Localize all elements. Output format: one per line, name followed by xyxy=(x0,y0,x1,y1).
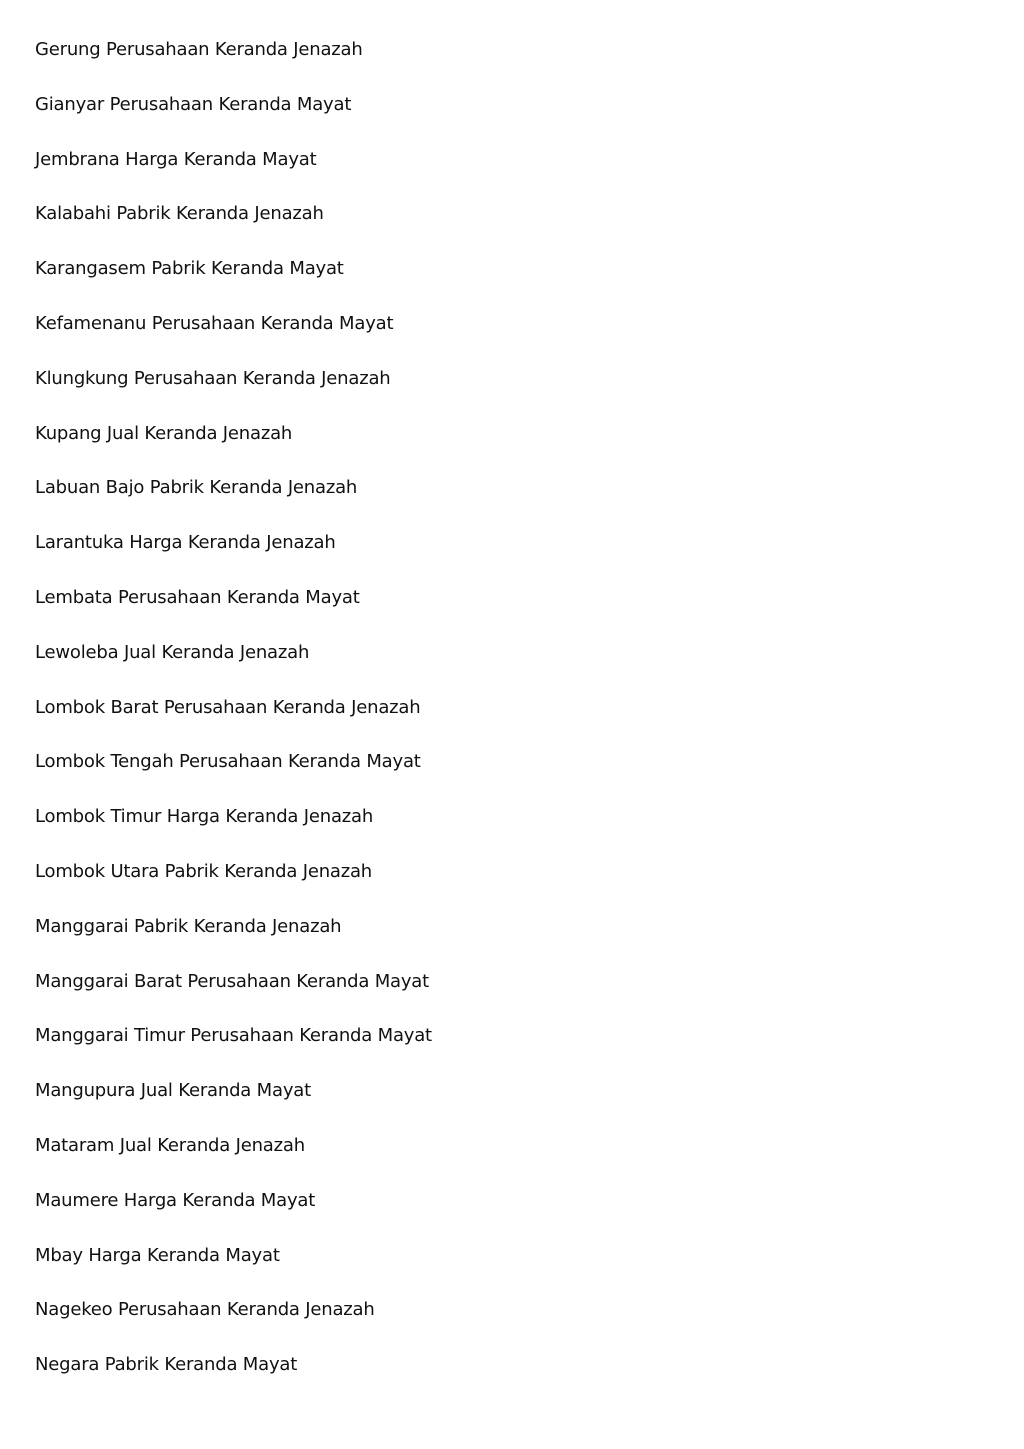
list-item: Labuan Bajo Pabrik Keranda Jenazah xyxy=(35,477,358,499)
list-item: Kalabahi Pabrik Keranda Jenazah xyxy=(35,203,324,225)
list-item: Mataram Jual Keranda Jenazah xyxy=(35,1134,305,1156)
list-item: Lewoleba Jual Keranda Jenazah xyxy=(35,641,310,663)
list-item: Negara Pabrik Keranda Mayat xyxy=(35,1354,298,1376)
list-item: Lombok Barat Perusahaan Keranda Jenazah xyxy=(35,696,421,718)
list-item: Lombok Timur Harga Keranda Jenazah xyxy=(35,806,374,828)
list-item: Kefamenanu Perusahaan Keranda Mayat xyxy=(35,312,394,334)
list-item: Lombok Tengah Perusahaan Keranda Mayat xyxy=(35,751,421,773)
list-item: Nagekeo Perusahaan Keranda Jenazah xyxy=(35,1299,375,1321)
list-item: Mangupura Jual Keranda Mayat xyxy=(35,1080,311,1102)
list-item: Manggarai Pabrik Keranda Jenazah xyxy=(35,915,342,937)
list-item: Lembata Perusahaan Keranda Mayat xyxy=(35,586,360,608)
list-item: Lombok Utara Pabrik Keranda Jenazah xyxy=(35,860,373,882)
list-item: Jembrana Harga Keranda Mayat xyxy=(35,148,317,170)
location-list xyxy=(35,37,432,1407)
list-item: Maumere Harga Keranda Mayat xyxy=(35,1189,316,1211)
list-item: Manggarai Barat Perusahaan Keranda Mayat xyxy=(35,970,429,992)
list-item: Klungkung Perusahaan Keranda Jenazah xyxy=(35,367,391,389)
list-item: Gianyar Perusahaan Keranda Mayat xyxy=(35,93,352,115)
list-item: Manggarai Timur Perusahaan Keranda Mayat xyxy=(35,1025,432,1047)
list-item: Larantuka Harga Keranda Jenazah xyxy=(35,532,336,554)
list-item: Gerung Perusahaan Keranda Jenazah xyxy=(35,39,363,60)
list-item: Mbay Harga Keranda Mayat xyxy=(35,1244,280,1266)
list-item: Kupang Jual Keranda Jenazah xyxy=(35,422,293,444)
list-item: Karangasem Pabrik Keranda Mayat xyxy=(35,258,344,280)
